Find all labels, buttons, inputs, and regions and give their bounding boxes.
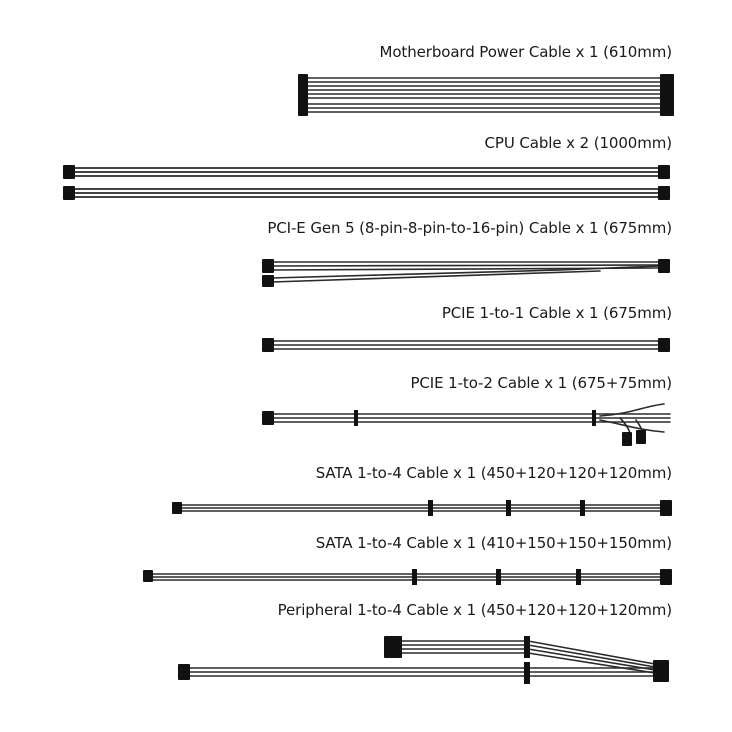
sata-connector-icon <box>660 500 672 516</box>
connector-icon <box>178 664 190 680</box>
molex-connector-icon <box>384 636 402 658</box>
connector-icon <box>262 338 274 352</box>
motherboard-cable <box>306 78 662 112</box>
pcie-gen5-cable <box>272 262 660 282</box>
cable-label-motherboard: Motherboard Power Cable x 1 (610mm) <box>379 43 672 61</box>
connector-icon <box>622 432 632 446</box>
cable-label-sata-a: SATA 1-to-4 Cable x 1 (450+120+120+120mm) <box>315 464 672 482</box>
connector-icon <box>636 430 646 444</box>
cable-label-pcie-1to1: PCIE 1-to-1 Cable x 1 (675mm) <box>441 304 672 322</box>
cable-label-cpu: CPU Cable x 2 (1000mm) <box>484 134 672 152</box>
cable-label-peripheral: Peripheral 1-to-4 Cable x 1 (450+120+120+120mm) <box>277 601 672 619</box>
cable-clip-icon <box>592 410 596 426</box>
connector-icon <box>262 259 274 273</box>
connector-icon <box>63 165 75 179</box>
cable-label-pcie-gen5: PCI-E Gen 5 (8-pin-8-pin-to-16-pin) Cable x 1 (675mm) <box>267 219 672 237</box>
pcie-1to2-cable <box>272 404 670 444</box>
connector-icon <box>298 74 308 102</box>
cable-clip-icon <box>354 410 358 426</box>
molex-connector-icon <box>524 636 530 658</box>
connector-icon <box>658 338 670 352</box>
connector-icon <box>658 259 670 273</box>
sata-connector-icon <box>412 569 417 585</box>
connector-icon <box>658 165 670 179</box>
sata-connector-icon <box>496 569 501 585</box>
connector-icon <box>298 100 308 116</box>
sata-connector-icon <box>580 500 585 516</box>
connector-icon <box>660 74 674 116</box>
connector-icon <box>143 570 153 582</box>
sata-connector-icon <box>428 500 433 516</box>
connector-icon <box>658 186 670 200</box>
sata-a-cable <box>180 505 665 511</box>
molex-connector-icon <box>524 662 530 684</box>
connector-icon <box>172 502 182 514</box>
sata-connector-icon <box>576 569 581 585</box>
cable-label-pcie-1to2: PCIE 1-to-2 Cable x 1 (675+75mm) <box>410 374 672 392</box>
connector-icon <box>63 186 75 200</box>
molex-connector-icon <box>653 660 669 682</box>
cable-label-sata-b: SATA 1-to-4 Cable x 1 (410+150+150+150mm) <box>315 534 672 552</box>
sata-connector-icon <box>660 569 672 585</box>
pcie-1to1-cable <box>272 341 660 349</box>
sata-b-cable <box>150 574 665 580</box>
sata-connector-icon <box>506 500 511 516</box>
connector-icon <box>262 411 274 425</box>
connector-icon <box>262 275 274 287</box>
cpu-cable <box>72 168 660 197</box>
peripheral-cable <box>190 641 655 676</box>
